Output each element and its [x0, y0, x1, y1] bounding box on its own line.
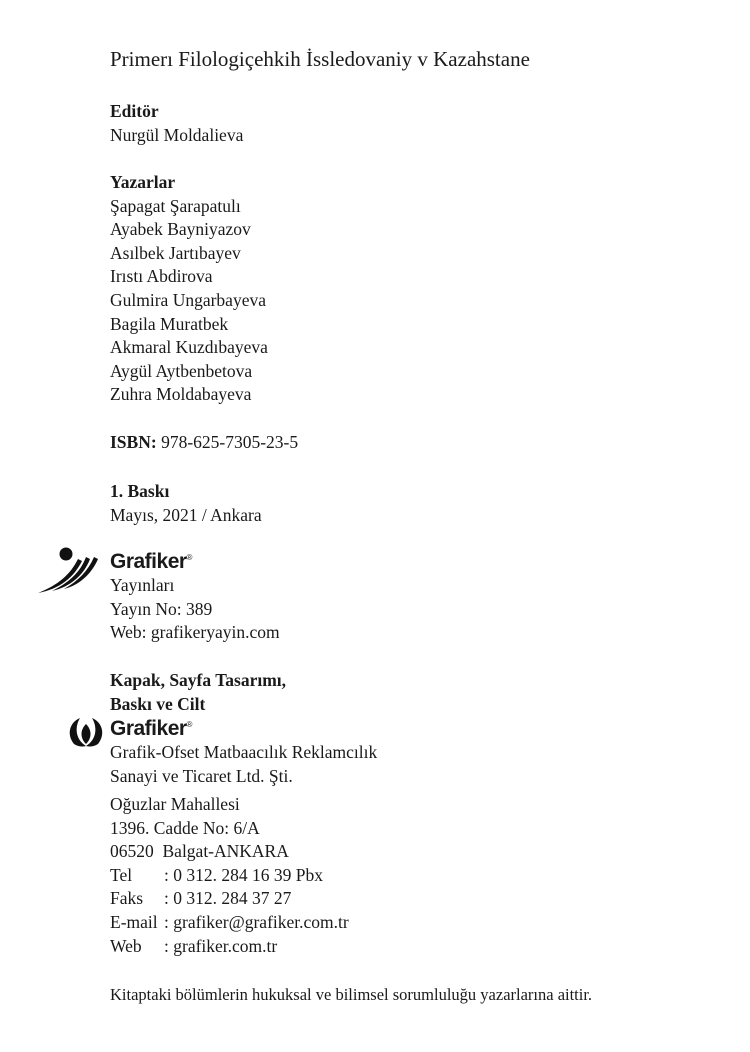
contact-tel	[110, 864, 349, 888]
contact-value: : grafiker.com.tr	[164, 935, 278, 956]
contact-web	[110, 935, 349, 959]
publisher-logo-text: Grafiker®	[110, 550, 192, 573]
address-line3: 06520 Balgat-ANKARA	[110, 841, 289, 862]
authors-section	[110, 171, 268, 407]
printer-logo	[66, 714, 216, 754]
contact-value: : 0 312. 284 16 39 Pbx	[164, 864, 323, 885]
author-name: Şapagat Şarapatulı	[110, 195, 241, 216]
edition-heading: 1. Baskı	[110, 481, 170, 501]
contact-email	[110, 911, 349, 935]
author-name: Irıstı Abdirova	[110, 266, 213, 287]
contact-label: Tel	[110, 864, 133, 885]
contact-fax	[110, 887, 349, 911]
isbn-value: 978-625-7305-23-5	[161, 432, 299, 452]
contact-value: : 0 312. 284 37 27	[164, 888, 292, 909]
editor-section	[110, 100, 243, 147]
editor-name: Nurgül Moldalieva	[110, 124, 244, 145]
author-name: Aygül Aytbenbetova	[110, 360, 253, 381]
printer-logo-text: Grafiker®	[110, 717, 192, 740]
printer-address	[110, 793, 349, 958]
author-name: Asılbek Jartıbayev	[110, 242, 241, 263]
author-name: Ayabek Bayniyazov	[110, 219, 251, 240]
publisher-web: Web: grafikeryayin.com	[110, 622, 280, 643]
author-name: Zuhra Moldabayeva	[110, 384, 252, 405]
editor-heading: Editör	[110, 101, 159, 121]
contact-label: Web	[110, 935, 142, 956]
author-name: Bagila Muratbek	[110, 313, 229, 334]
footer-note: Kitaptaki bölümlerin hukuksal ve bilimsel sorumluluğu yazarlarına aittir.	[110, 985, 593, 1004]
printer-heading-line1: Kapak, Sayfa Tasarımı,	[110, 670, 287, 690]
isbn-label: ISBN:	[110, 432, 157, 452]
printer-section	[110, 669, 286, 716]
address-line2: 1396. Cadde No: 6/A	[110, 817, 260, 838]
contact-label: E-mail	[110, 911, 158, 932]
publisher-logo	[36, 545, 206, 597]
author-name: Akmaral Kuzdıbayeva	[110, 337, 268, 358]
company-line2: Sanayi ve Ticaret Ltd. Şti.	[110, 765, 293, 786]
publisher-number: Yayın No: 389	[110, 598, 213, 619]
leaf-emblem-icon	[66, 714, 106, 750]
publisher-name: Yayınları	[110, 575, 175, 595]
contact-label: Faks	[110, 888, 144, 909]
edition-section	[110, 480, 262, 527]
swoosh-icon	[36, 545, 108, 597]
contact-value: : grafiker@grafiker.com.tr	[164, 911, 349, 932]
printer-heading-line2: Baskı ve Cilt	[110, 693, 206, 714]
book-title: Primerı Filologiçehkih İssledovaniy v Kazahstane	[110, 47, 530, 71]
edition-date: Mayıs, 2021 / Ankara	[110, 504, 262, 525]
author-name: Gulmira Ungarbayeva	[110, 289, 266, 310]
authors-heading: Yazarlar	[110, 172, 176, 192]
isbn-line	[110, 431, 298, 455]
company-line1: Grafik-Ofset Matbaacılık Reklamcılık	[110, 742, 378, 762]
address-line1: Oğuzlar Mahallesi	[110, 794, 240, 814]
